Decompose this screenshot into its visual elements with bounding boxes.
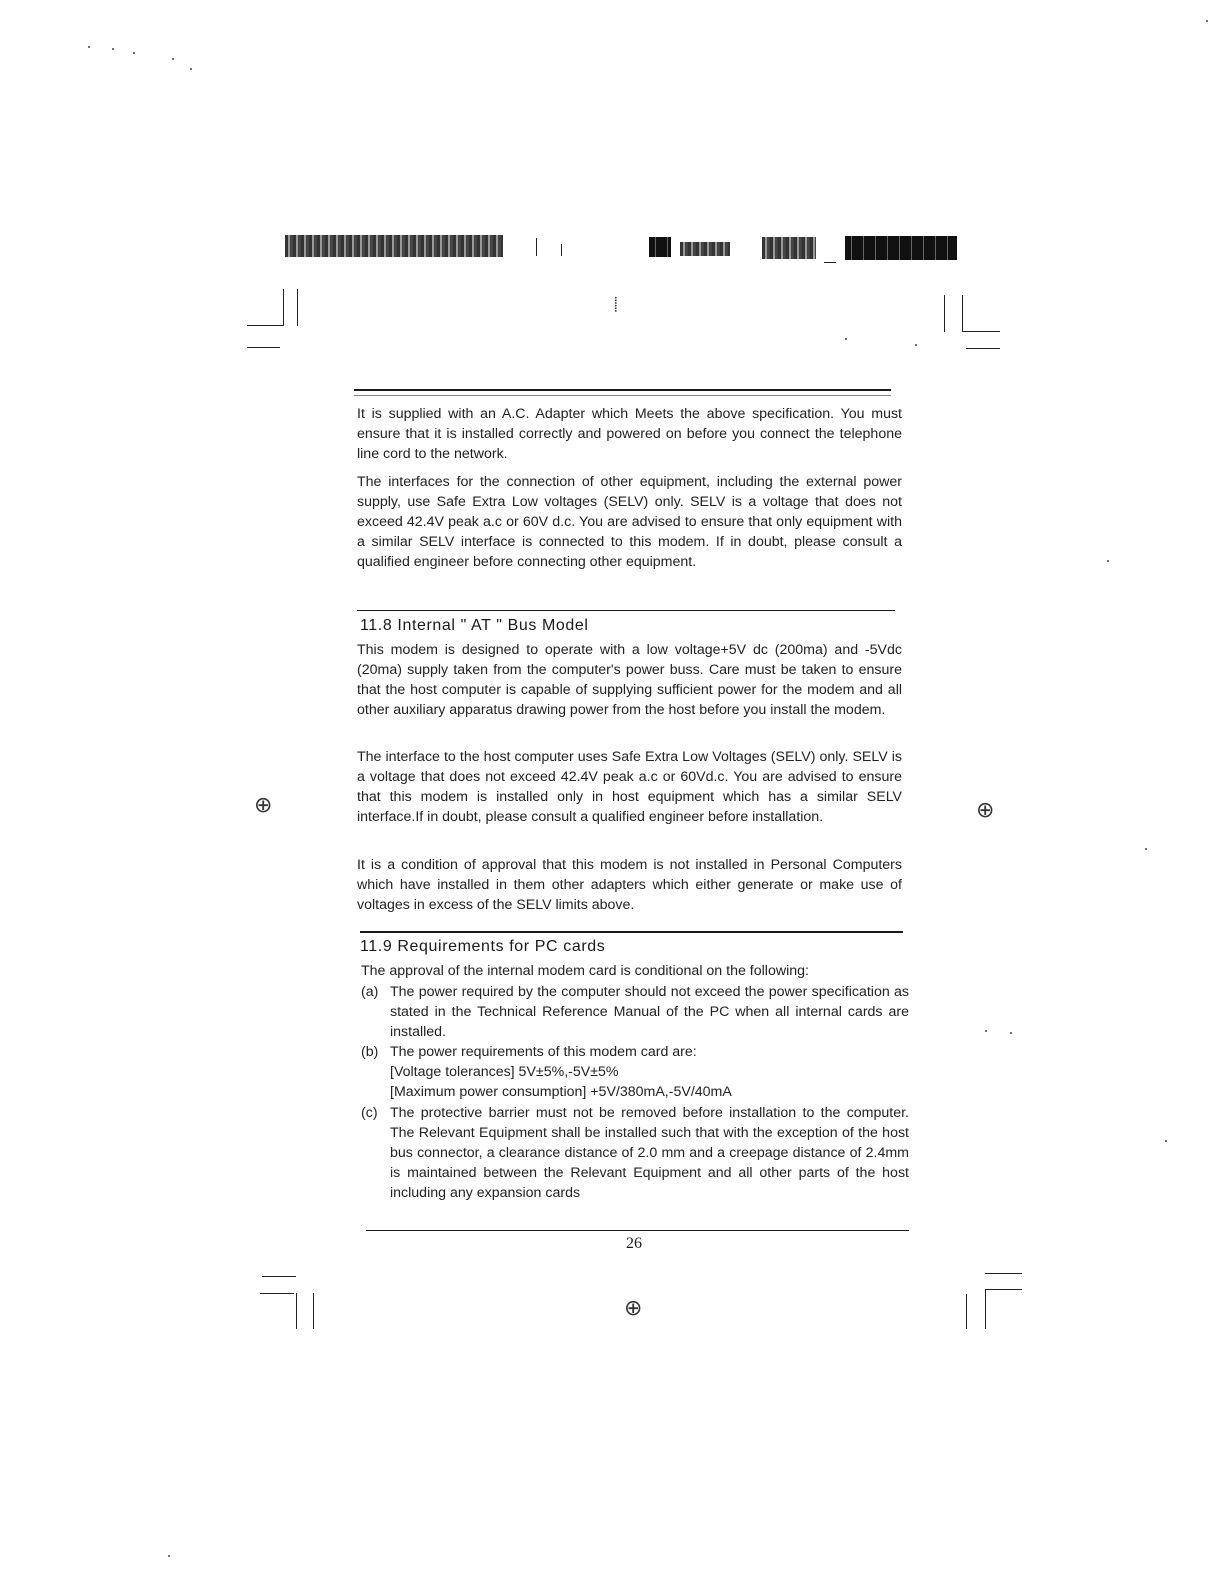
section-11-9-intro: The approval of the internal modem card is conditional on the following: bbox=[361, 963, 809, 979]
page-number: 26 bbox=[626, 1235, 642, 1252]
scan-speck bbox=[133, 52, 135, 54]
registration-mark-top: ⸽ bbox=[614, 297, 618, 313]
section-11-9-heading: 11.9 Requirements for PC cards bbox=[360, 938, 606, 955]
crop-mark-bottom-left-v bbox=[296, 1293, 297, 1329]
crop-mark-bottom-right-h2 bbox=[985, 1289, 1022, 1290]
registration-mark-left: ⊕ bbox=[254, 793, 273, 818]
scan-speck bbox=[190, 68, 192, 70]
requirement-label-b: (b) bbox=[361, 1044, 379, 1060]
section-11-8-paragraph-1: This modem is designed to operate with a low voltage+5V dc (200ma) and -5Vdc (20ma) supply taken from the computer's power buss. Care must be taken to ensure that the host computer is capable of supplying sufficient power for the modem and all other auxiliary apparatus drawing power from the host before you install the modem. bbox=[357, 642, 902, 718]
crop-mark-top-left-h2 bbox=[247, 347, 280, 348]
header-scan-block-2 bbox=[649, 237, 671, 257]
crop-mark-top-right-h2 bbox=[966, 348, 1000, 349]
scan-speck bbox=[1145, 848, 1147, 850]
requirement-label-a: (a) bbox=[361, 984, 379, 1000]
crop-mark-top-left-v2 bbox=[297, 289, 298, 326]
top-rule-thin bbox=[354, 395, 891, 396]
scan-speck bbox=[845, 338, 847, 340]
crop-mark-top-right-h bbox=[962, 331, 1000, 332]
crop-mark-top-right-v bbox=[944, 295, 945, 332]
scan-speck bbox=[985, 1030, 987, 1032]
requirement-text-b: The power requirements of this modem card are: bbox=[390, 1044, 697, 1060]
crop-mark-bottom-right-v2 bbox=[985, 1289, 986, 1329]
scan-speck bbox=[1165, 1140, 1167, 1142]
scan-speck bbox=[915, 344, 917, 346]
crop-mark-top-left-v bbox=[283, 289, 284, 326]
scan-speck bbox=[1107, 560, 1109, 562]
header-underscore bbox=[824, 262, 836, 263]
requirement-voltage-tolerances: [Voltage tolerances] 5V±5%,-5V±5% bbox=[390, 1064, 619, 1080]
scan-speck bbox=[1206, 20, 1208, 22]
requirement-item-a bbox=[361, 982, 909, 1042]
registration-mark-right: ⊕ bbox=[976, 798, 995, 823]
crop-mark-bottom-left-h bbox=[262, 1276, 296, 1277]
section-11-8-rule bbox=[357, 610, 895, 611]
footer-rule bbox=[366, 1230, 909, 1231]
section-11-8-paragraph-2: The interface to the host computer uses Safe Extra Low Voltages (SELV) only. SELV is a voltage that does not exceed 42.4V peak a.c or 60Vd.c. You are advised to ensure that this modem is installed only in host equipment which has a similar SELV interface.If in doubt, please consult a qualified engineer before installation. bbox=[357, 749, 902, 825]
crop-mark-bottom-left-v2 bbox=[313, 1293, 314, 1329]
requirement-item-c bbox=[361, 1103, 909, 1203]
crop-mark-bottom-right-v bbox=[966, 1294, 967, 1329]
crop-mark-bottom-left-h2 bbox=[260, 1293, 294, 1294]
requirement-text-a: The power required by the computer should not exceed the power specification as stated in the Technical Reference Manual of the PC when all internal cards are installed. bbox=[390, 984, 909, 1040]
top-rule bbox=[354, 389, 891, 391]
header-scan-block-5 bbox=[845, 236, 957, 260]
header-scan-block-3 bbox=[680, 242, 730, 256]
scan-speck bbox=[172, 58, 174, 60]
crop-mark-top-right-v2 bbox=[962, 295, 963, 332]
header-scan-block-4 bbox=[762, 237, 816, 259]
header-scan-block-1 bbox=[285, 235, 503, 257]
header-tick bbox=[536, 238, 537, 256]
requirement-text-c: The protective barrier must not be removed before installation to the computer. The Relevant Equipment shall be installed such that with the exception of the host bus connector, a clearance distance of 2.0 mm and a creepage distance of 2.4mm is maintained between the Relevant Equipment and all other parts of the host including any expansion cards bbox=[390, 1105, 909, 1201]
intro-paragraph-selv-interfaces: The interfaces for the connection of other equipment, including the external power supply, use Safe Extra Low voltages (SELV) only. SELV is a voltage that does not exceed 42.4V peak a.c or 60V d.c. You are advised to ensure that only equipment with a similar SELV interface is connected to this modem. If in doubt, please consult a qualified engineer before connecting other equipment. bbox=[357, 474, 902, 570]
crop-mark-top-left-h bbox=[247, 325, 283, 326]
intro-paragraph-power-adapter: It is supplied with an A.C. Adapter which Meets the above specification. You must ensure that it is installed correctly and powered on before you connect the telephone line cord to the network. bbox=[357, 406, 902, 462]
requirement-item-b bbox=[361, 1042, 909, 1102]
section-11-9-rule bbox=[360, 931, 903, 933]
section-11-8-paragraph-3: It is a condition of approval that this modem is not installed in Personal Computers which have installed in them other adapters which either generate or make use of voltages in excess of the SELV limits above. bbox=[357, 857, 902, 913]
section-11-8-heading: 11.8 Internal " AT " Bus Model bbox=[360, 617, 589, 634]
requirement-label-c: (c) bbox=[361, 1105, 378, 1121]
crop-mark-bottom-right-h bbox=[985, 1273, 1022, 1274]
scan-speck bbox=[112, 48, 114, 50]
scan-speck bbox=[1010, 1032, 1012, 1034]
scan-speck bbox=[88, 46, 90, 48]
scan-speck bbox=[168, 1555, 170, 1557]
requirement-power-consumption: [Maximum power consumption] +5V/380mA,-5V/40mA bbox=[390, 1084, 732, 1100]
header-tick bbox=[561, 244, 562, 256]
registration-mark-bottom: ⊕ bbox=[624, 1296, 643, 1321]
